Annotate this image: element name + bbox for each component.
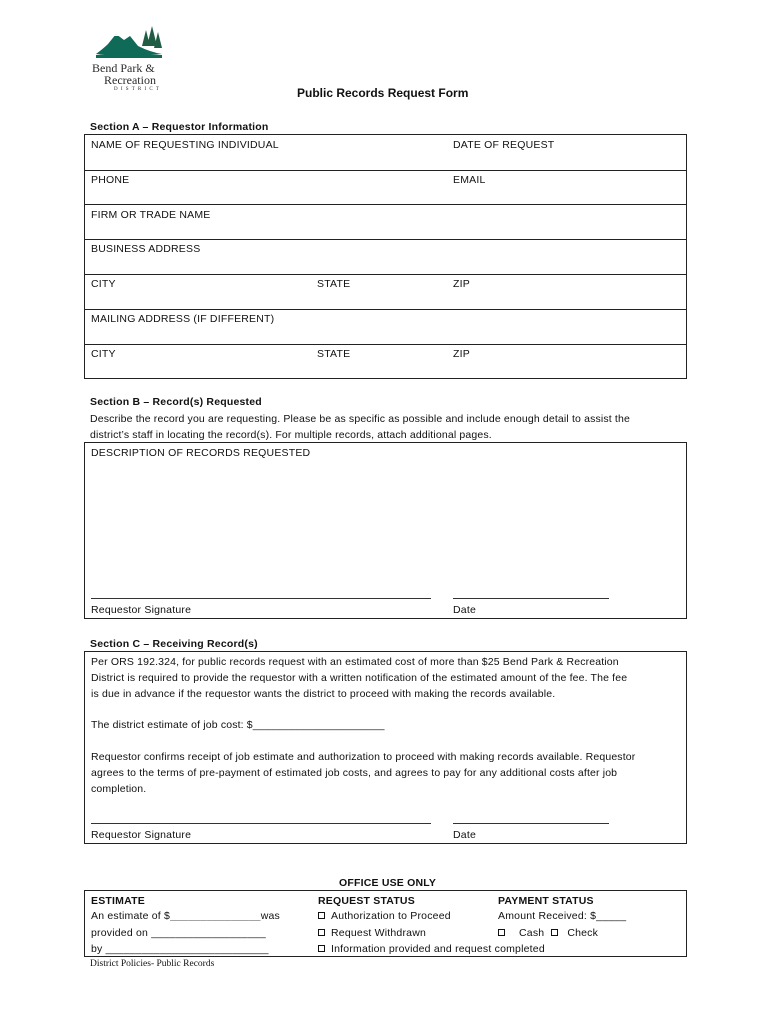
requestor-signature-label: Requestor Signature xyxy=(91,604,192,616)
date-line[interactable] xyxy=(453,823,609,824)
signature-line[interactable] xyxy=(91,598,431,599)
request-status-label: Authorization to Proceed xyxy=(331,910,451,922)
footer-text: District Policies- Public Records xyxy=(90,959,215,969)
request-status-label: Information provided and request completed xyxy=(331,943,545,955)
phone-field[interactable]: PHONE xyxy=(91,174,130,186)
payment-status-heading: PAYMENT STATUS xyxy=(498,895,594,907)
office-use-heading: OFFICE USE ONLY xyxy=(339,877,437,889)
office-use-box xyxy=(84,890,687,957)
records-description-label: DESCRIPTION OF RECORDS REQUESTED xyxy=(91,447,311,459)
cash-checkbox[interactable] xyxy=(498,929,505,936)
logo-line-2: Recreation xyxy=(104,73,156,87)
request-status-option[interactable] xyxy=(318,943,545,955)
request-status-option[interactable] xyxy=(318,910,451,922)
email-field[interactable]: EMAIL xyxy=(453,174,486,186)
ors-paragraph-line-2: District is required to provide the requestor with a written notification of the estimated amount of the fee. The fee xyxy=(91,672,628,684)
city-field[interactable]: CITY xyxy=(91,278,116,290)
date-label: Date xyxy=(453,604,476,616)
logo-mountain-icon xyxy=(94,24,164,58)
state-field[interactable]: STATE xyxy=(317,278,351,290)
check-label: Check xyxy=(567,927,599,939)
request-status-option[interactable] xyxy=(318,927,426,939)
confirm-paragraph-line-3: completion. xyxy=(91,783,147,795)
mailing-address-field[interactable]: MAILING ADDRESS (IF DIFFERENT) xyxy=(91,313,275,325)
request-status-label: Request Withdrawn xyxy=(331,927,427,939)
estimate-provided-by[interactable]: by ___________________________ xyxy=(91,943,269,955)
checkbox[interactable] xyxy=(318,929,325,936)
logo-line-1: Bend Park & xyxy=(92,61,155,75)
requestor-signature-label: Requestor Signature xyxy=(91,829,192,841)
section-c-heading: Section C – Receiving Record(s) xyxy=(90,638,258,650)
date-line[interactable] xyxy=(453,598,609,599)
cash-label: Cash xyxy=(519,927,545,939)
zip-field[interactable]: ZIP xyxy=(453,278,470,290)
job-cost-estimate[interactable]: The district estimate of job cost: $______________________ xyxy=(91,719,385,731)
payment-method-options[interactable] xyxy=(498,927,598,939)
logo-line-3: D I S T R I C T xyxy=(114,87,160,92)
estimate-amount-prefix: An estimate of $ xyxy=(91,910,171,922)
business-address-field[interactable]: BUSINESS ADDRESS xyxy=(91,243,201,255)
records-description-box[interactable] xyxy=(84,442,687,619)
mailing-city-field[interactable]: CITY xyxy=(91,348,116,360)
section-a-heading: Section A – Requestor Information xyxy=(90,121,269,133)
estimate-amount-blank[interactable]: _______________ xyxy=(170,910,261,922)
section-b-instructions-2: district’s staff in locating the record(s). For multiple records, attach additional pages. xyxy=(90,429,492,441)
estimate-heading: ESTIMATE xyxy=(91,895,145,907)
estimate-provided-on[interactable]: provided on ___________________ xyxy=(91,927,266,939)
confirm-paragraph-line-2: agrees to the terms of pre-payment of estimated job costs, and agrees to pay for any additional costs after job xyxy=(91,767,618,779)
date-label: Date xyxy=(453,829,476,841)
district-logo xyxy=(88,24,178,96)
section-c-box xyxy=(84,651,687,844)
confirm-paragraph-line-1: Requestor confirms receipt of job estimate and authorization to proceed with making records available. Requestor xyxy=(91,751,636,763)
checkbox[interactable] xyxy=(318,945,325,952)
estimate-amount-line[interactable] xyxy=(91,910,280,922)
mailing-zip-field[interactable]: ZIP xyxy=(453,348,470,360)
checkbox[interactable] xyxy=(318,912,325,919)
section-b-heading: Section B – Record(s) Requested xyxy=(90,396,262,408)
signature-line[interactable] xyxy=(91,823,431,824)
section-b-instructions-1: Describe the record you are requesting. Please be as specific as possible and include enough detail to assist the xyxy=(90,413,630,425)
request-status-heading: REQUEST STATUS xyxy=(318,895,415,907)
check-checkbox[interactable] xyxy=(551,929,558,936)
ors-paragraph-line-1: Per ORS 192.324, for public records request with an estimated cost of more than $25 Bend Park & Recreation xyxy=(91,656,619,668)
firm-field[interactable]: FIRM OR TRADE NAME xyxy=(91,209,211,221)
estimate-amount-suffix: was xyxy=(260,910,280,922)
date-of-request-field[interactable]: DATE OF REQUEST xyxy=(453,139,555,151)
name-field[interactable]: NAME OF REQUESTING INDIVIDUAL xyxy=(91,139,279,151)
amount-received-field[interactable]: Amount Received: $_____ xyxy=(498,910,627,922)
ors-paragraph-line-3: is due in advance if the requestor wants the district to proceed with making the records available. xyxy=(91,688,556,700)
page-title: Public Records Request Form xyxy=(297,86,469,100)
section-a-box xyxy=(84,134,687,379)
mailing-state-field[interactable]: STATE xyxy=(317,348,351,360)
